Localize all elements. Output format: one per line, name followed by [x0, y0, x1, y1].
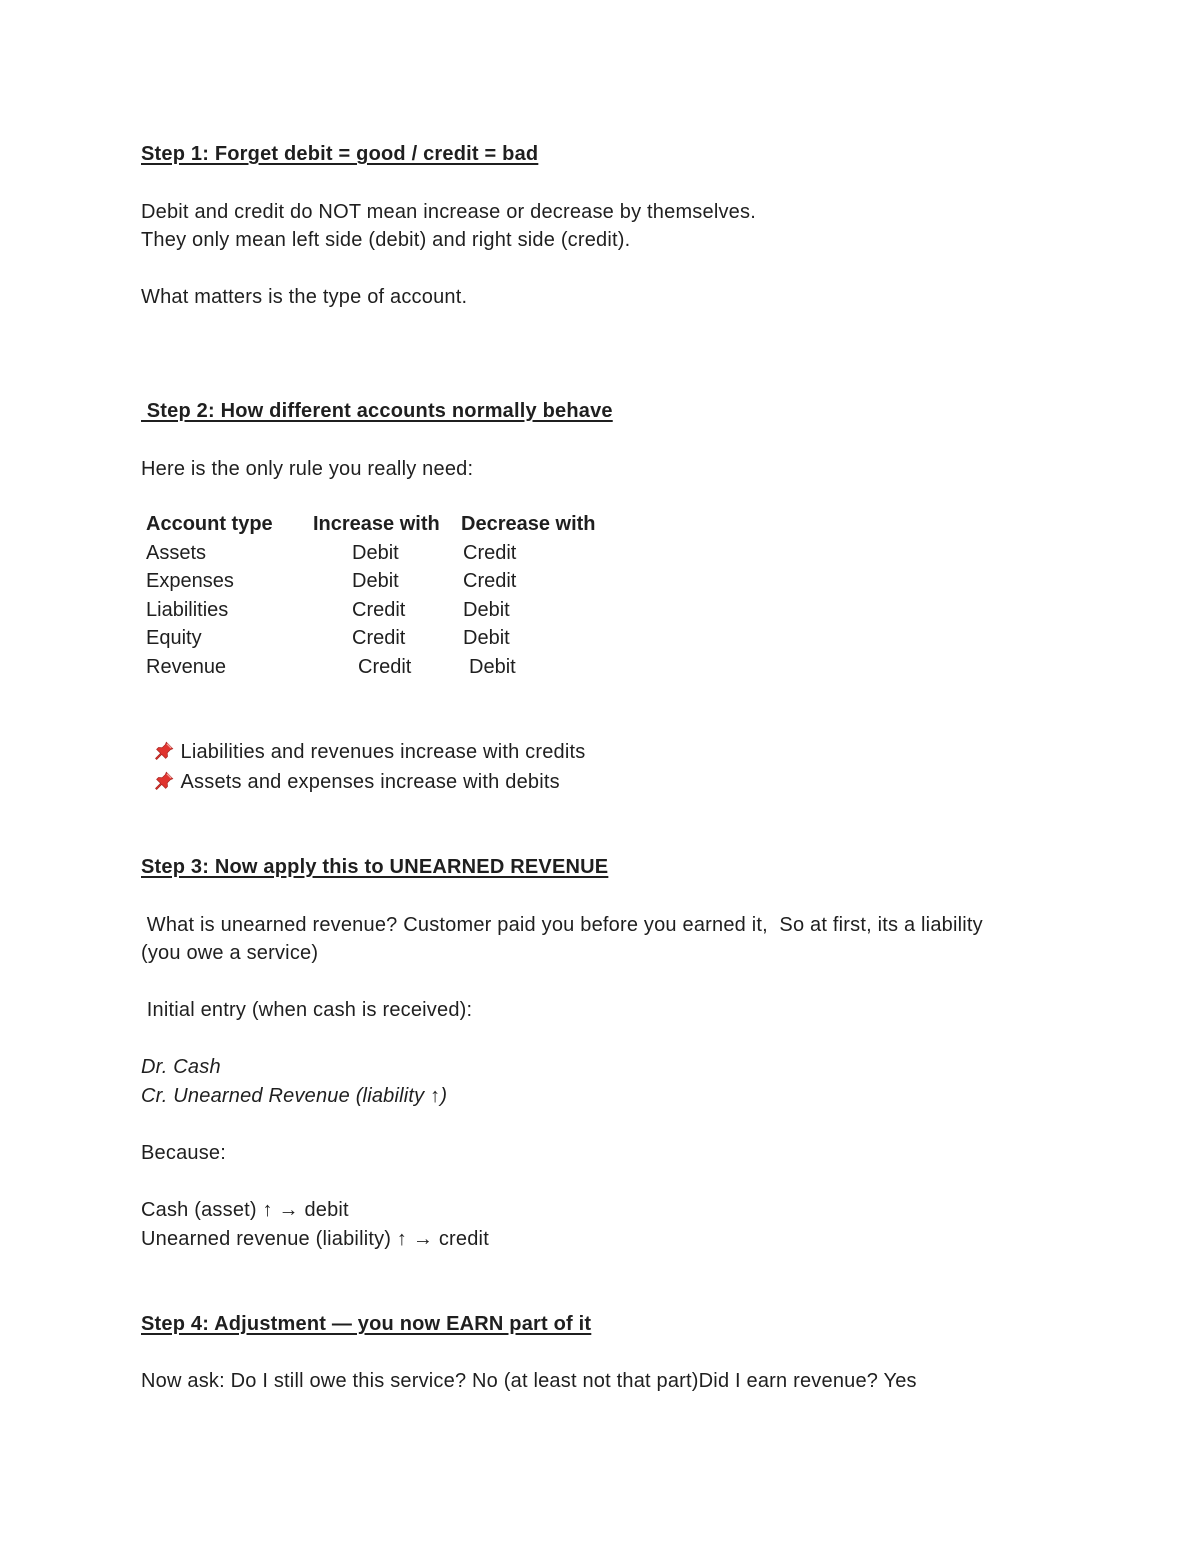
table-cell-increase: Credit [352, 598, 406, 621]
step2-intro: Here is the only rule you really need: [141, 458, 474, 480]
step3-para-line-1: What is unearned revenue? Customer paid you before you earned it, So at first, its a liability [141, 914, 983, 936]
table-row [146, 567, 517, 596]
step2-note-1-text: Liabilities and revenues increase with credits [180, 741, 586, 763]
table-row [146, 539, 517, 568]
table-cell-account: Expenses [146, 570, 234, 593]
table-cell-account: Equity [146, 627, 202, 650]
table-cell-decrease: Debit [463, 627, 510, 650]
step3-reason-1: Cash (asset) ↑ → debit [141, 1199, 349, 1221]
step1-heading: Step 1: Forget debit = good / credit = bad [141, 143, 539, 165]
table-header-decrease: Decrease with [461, 513, 596, 535]
table-cell-increase: Credit [358, 655, 412, 678]
step3-because: Because: [141, 1142, 226, 1164]
step3-para-line-2: (you owe a service) [141, 942, 319, 964]
table-row [146, 624, 510, 653]
table-cell-account: Liabilities [146, 598, 229, 621]
table-cell-decrease: Debit [463, 598, 510, 621]
table-header-row [146, 510, 596, 539]
step4-heading: Step 4: Adjustment — you now EARN part of it [141, 1313, 592, 1335]
table-cell-decrease: Credit [463, 570, 517, 593]
table-cell-decrease: Debit [469, 655, 516, 678]
step2-heading: Step 2: How different accounts normally behave [141, 400, 613, 422]
table-cell-increase: Credit [352, 627, 406, 650]
step2-note-2 [141, 740, 560, 796]
pushpin-icon [153, 770, 175, 792]
table-cell-account: Assets [146, 541, 207, 564]
table-header-increase: Increase with [313, 513, 440, 535]
step3-reason-2: Unearned revenue (liability) ↑ → credit [141, 1228, 489, 1250]
step3-initial-entry: Initial entry (when cash is received): [141, 999, 473, 1021]
journal-entry-debit: Dr. Cash [141, 1056, 221, 1078]
table-cell-increase: Debit [352, 541, 399, 564]
table-header-account-type: Account type [146, 513, 273, 535]
step3-heading: Step 3: Now apply this to UNEARNED REVENUE [141, 856, 609, 878]
step1-line-1: Debit and credit do NOT mean increase or decrease by themselves. [141, 201, 756, 223]
table-row [146, 653, 516, 682]
step2-note-2-text: Assets and expenses increase with debits [180, 771, 560, 793]
table-cell-account: Revenue [146, 655, 227, 678]
step1-line-2: They only mean left side (debit) and right side (credit). [141, 229, 631, 251]
step1-line-3: What matters is the type of account. [141, 286, 468, 308]
account-rules-table [146, 510, 596, 682]
table-row [146, 596, 510, 625]
journal-entry-credit: Cr. Unearned Revenue (liability ↑) [141, 1085, 448, 1107]
table-cell-increase: Debit [352, 570, 399, 593]
table-cell-decrease: Credit [463, 541, 517, 564]
step4-line-1: Now ask: Do I still owe this service? No (at least not that part)Did I earn revenue? Yes [141, 1370, 917, 1392]
